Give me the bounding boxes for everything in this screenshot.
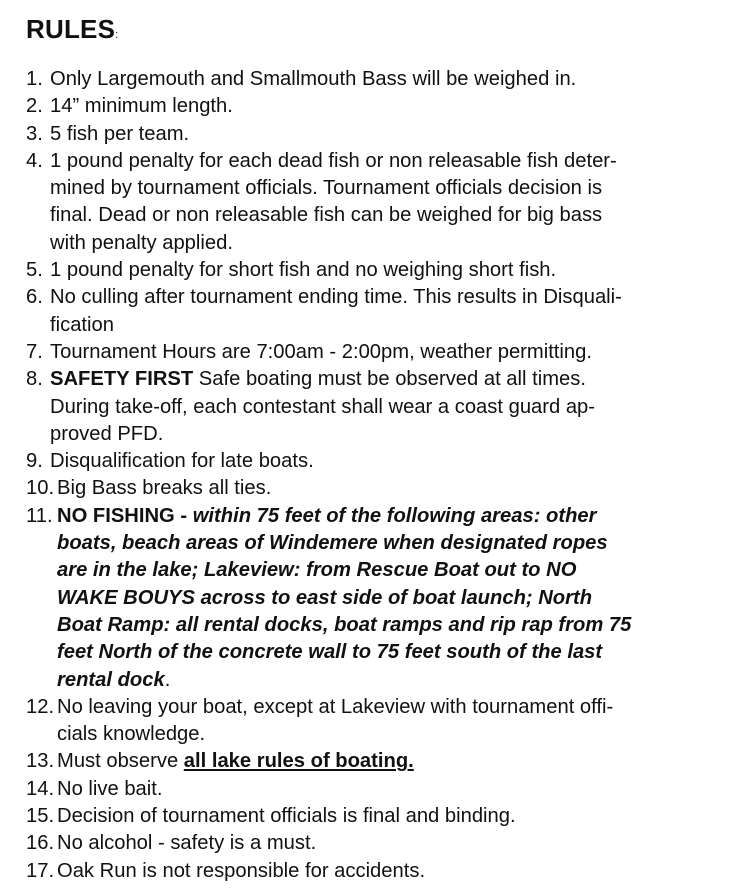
rule-emphasis-line: boats, beach areas of Windemere when designated ropes (57, 532, 608, 555)
rule-item-13 (26, 748, 716, 775)
rule-number: 17. (26, 859, 55, 882)
rule-text-line: fication (50, 313, 114, 336)
rule-item-1 (26, 66, 716, 93)
rule-emphasis-line: feet North of the concrete wall to 75 feet south of the last (57, 641, 603, 664)
rule-item-4 (26, 148, 716, 257)
rule-number: 14. (26, 777, 55, 800)
rule-bold-lead: SAFETY FIRST (50, 368, 194, 391)
rule-text: Decision of tournament officials is final and binding. (57, 805, 516, 828)
rule-item-14 (26, 776, 716, 803)
rule-item-10 (26, 475, 716, 502)
rule-text: Tournament Hours are 7:00am - 2:00pm, weather permitting. (50, 340, 592, 363)
rule-number: 12. (26, 695, 55, 718)
rule-number: 8. (26, 368, 43, 391)
rules-heading-colon: : (115, 29, 119, 41)
rule-number: 7. (26, 340, 43, 363)
rules-heading-text: RULES (26, 14, 116, 44)
rule-text: No alcohol - safety is a must. (57, 832, 317, 855)
rule-item-7 (26, 339, 716, 366)
rule-text-lead: Must observe (57, 750, 184, 773)
rule-number: 3. (26, 122, 43, 145)
rule-text-line: Safe boating must be observed at all times. (193, 368, 586, 391)
rule-text (57, 748, 716, 775)
rule-number: 5. (26, 259, 43, 282)
rule-text: No live bait. (57, 777, 163, 800)
rules-list (26, 66, 716, 885)
rule-text: 5 fish per team. (50, 122, 190, 145)
rule-number: 6. (26, 286, 43, 309)
rule-item-9 (26, 448, 716, 475)
rule-item-3 (26, 121, 716, 148)
rule-number: 10. (26, 477, 55, 500)
rule-number: 11. (26, 504, 53, 527)
rule-text-line: During take-off, each contestant shall wear a coast guard ap- (50, 395, 596, 418)
rule-item-8 (26, 366, 716, 448)
rule-tail: . (164, 668, 171, 691)
rule-number: 9. (26, 450, 43, 473)
rule-item-16 (26, 830, 716, 857)
rule-text-line: No leaving your boat, except at Lakeview with tournament offi- (57, 695, 614, 718)
rule-number: 16. (26, 832, 55, 855)
rule-emphasis-line: Boat Ramp: all rental docks, boat ramps and rip rap from 75 (57, 613, 632, 636)
rule-item-5 (26, 257, 716, 284)
rule-text: Oak Run is not responsible for accidents. (57, 859, 426, 882)
rule-text: 14” minimum length. (50, 95, 233, 118)
rule-text-line: final. Dead or non releasable fish can be weighed for big bass (50, 204, 603, 227)
rule-text-line: mined by tournament officials. Tournament officials decision is (50, 177, 603, 200)
rule-text: Big Bass breaks all ties. (57, 477, 272, 500)
rule-item-6 (26, 284, 716, 339)
rule-emphasis-line: within 75 feet of the following areas: other (187, 504, 597, 527)
rule-bold-lead: NO FISHING - (57, 504, 188, 527)
rule-text: Disqualification for late boats. (50, 450, 314, 473)
rule-text (50, 284, 716, 339)
rule-item-17 (26, 858, 716, 885)
rule-text (50, 366, 716, 448)
rule-text-line: 1 pound penalty for each dead fish or non releasable fish deter- (50, 149, 617, 172)
rule-item-2 (26, 93, 716, 120)
rule-text-line: proved PFD. (50, 422, 164, 445)
rule-item-12 (26, 694, 716, 749)
rules-document (26, 12, 716, 885)
rule-text-line: cials knowledge. (57, 723, 206, 746)
rule-emphasis-line: are in the lake; Lakeview: from Rescue Boat out to NO (57, 559, 577, 582)
rule-text-line: with penalty applied. (50, 231, 233, 254)
rule-number: 13. (26, 750, 55, 773)
rule-emphasis-line: WAKE BOUYS across to east side of boat launch; North (57, 586, 593, 609)
rule-number: 2. (26, 95, 43, 118)
rule-number: 4. (26, 149, 43, 172)
rule-number: 15. (26, 805, 55, 828)
rule-item-11 (26, 503, 716, 694)
rule-text: Only Largemouth and Smallmouth Bass will be weighed in. (50, 68, 577, 90)
rule-text (57, 694, 716, 749)
rule-number: 1. (26, 68, 43, 90)
rule-underlined-emphasis: all lake rules of boating. (183, 750, 414, 773)
rule-text-line: No culling after tournament ending time. This results in Disquali- (50, 286, 622, 309)
rules-heading (26, 12, 716, 52)
rule-text (50, 148, 716, 257)
rule-text (57, 503, 716, 694)
rule-emphasis-line: rental dock (57, 668, 165, 691)
rule-text: 1 pound penalty for short fish and no weighing short fish. (50, 259, 557, 282)
rule-item-15 (26, 803, 716, 830)
